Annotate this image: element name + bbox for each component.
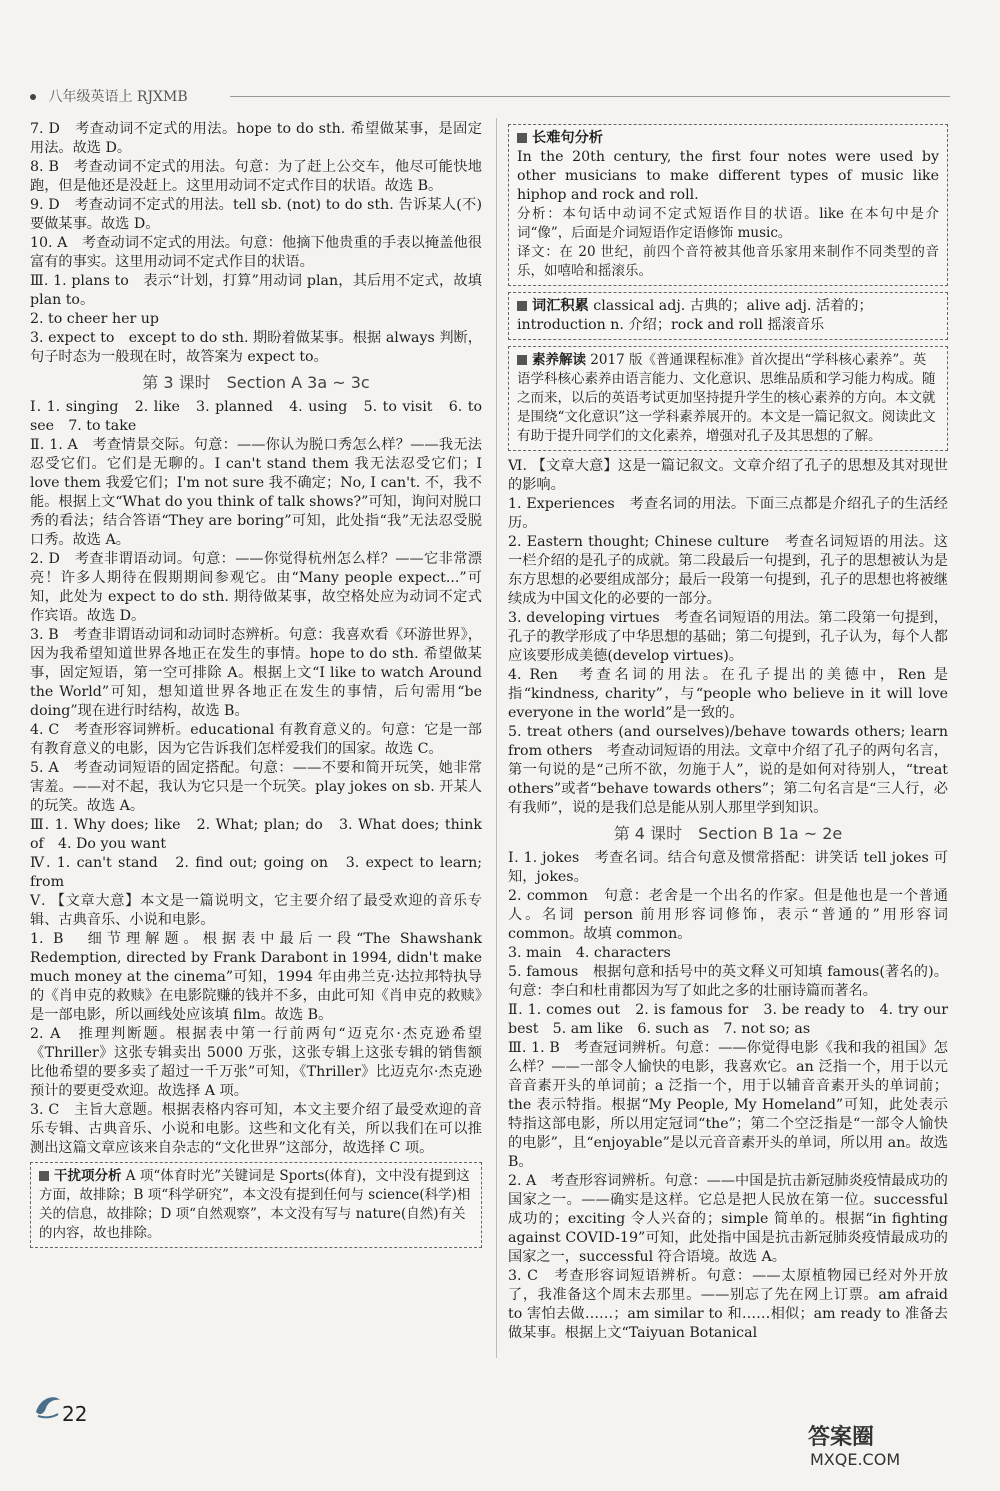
box-marker-icon [517,301,527,311]
vocabulary-box [508,292,948,340]
answer-item: 1. B 细节理解题。根据表中最后一段“The Shawshank Redemption, directed by Frank Darabont in 1994, didn't make much money at the cinema”可知，1994 年由弗兰克·达拉邦特执导的《肖申克的救赎》在电影院赚的钱并不多，由此可知《肖申克的救赎》是一部电影，所以画线处应该填 film。故选 B。 [30,931,482,1023]
answer-item: 2. D 考查非谓语动词。句意：——你觉得杭州怎么样？——它非常漂亮！许多人期待在假期期间参观它。由“Many people expect...”可知，此处为 expect to do sth. 期待做某事，故空格处应为动词不定式作宾语。故选 D。 [30,551,482,624]
answer-item: 8. B 考查动词不定式的用法。句意：为了赶上公交车，他尽可能快地跑，但是他还是没赶上。这里用动词不定式作目的状语。故选 B。 [30,159,482,194]
dolphin-logo-icon [32,1390,64,1422]
box-marker-icon [517,355,527,365]
answer-item: 5. famous 根据句意和括号中的英文释义可知填 famous(著名的)。句意：李白和杜甫都因为写了如此之多的壮丽诗篇而著名。 [508,964,948,999]
answer-item: 3. developing virtues 考查名词短语的用法。第二段第一句提到，孔子的教学形成了中华思想的基础；第二句提到，孔子认为，每个人都应该要形成美德(develop virtues)。 [508,610,948,664]
answer-item: 3. main 4. characters [508,945,671,961]
box-text: 2017 版《普通课程标准》首次提出“学科核心素养”。英语学科核心素养由语言能力、文化意识、思维品质和学习能力构成。随之而来，以后的英语考试更加坚持提升学生的核心素养的方向。本文就是围绕“文化意识”这一学科素养展开的。本文是一篇记叙文。阅读此文有助于提升同学们的文化素养，增强对孔子及其思想的了解。 [517,352,936,444]
answer-item: 2. common 句意：老舍是一个出名的作家。但是他也是一个普通人。名词 person 前用形容词修饰，表示“普通的”用形容词 common。故填 common。 [508,888,948,942]
answer-item: Ⅲ. 1. Why does; like 2. What; plan; do 3. What does; think of 4. Do you want [30,817,482,852]
answer-item: 3. C 考查形容词短语辨析。句意：——太原植物园已经对外开放了，我准备这个周末去那里。——别忘了先在网上订票。am afraid to 害怕去做……；am similar to 和……相似；am ready to 准备去做某事。根据上文“Taiyuan Botanical [508,1268,948,1341]
answer-item: 4. C 考查形容词辨析。educational 有教育意义的。句意：它是一部有教育意义的电影，因为它告诉我们怎样爱我们的国家。故选 C。 [30,722,482,757]
column-divider [496,118,497,1358]
answer-item: Ⅳ. 1. can't stand 2. find out; going on 3. expect to learn; from [30,855,482,890]
answer-item: Ⅵ. 【文章大意】这是一篇记叙文。文章介绍了孔子的思想及其对现世的影响。 [508,458,948,493]
long-sentence-box [508,124,948,286]
watermark-url: MXQE.COM [810,1450,901,1469]
answer-item: 5. treat others (and ourselves)/behave towards others; learn from others 考查动词短语的用法。文章中介绍了孔子的两句名言，第一句说的是“己所不欲，勿施于人”，说的是如何对待别人，“treat others”或者“behave towards others”；第二句名言是“三人行，必有我师”，说的是我们总是能从别人那里学到知识。 [508,724,948,816]
box-title: 干扰项分析 [54,1168,122,1184]
box-text: A 项“体育时光”关键词是 Sports(体育)，文中没有提到这方面，故排除；B 项“科学研究”，本文没有提到任何与 science(科学)相关的信息，故排除；D 项“自然观察”，本文没有写与 nature(自然)有关的内容，故也排除。 [39,1168,471,1241]
answer-item: 9. D 考查动词不定式的用法。tell sb. (not) to do sth. 告诉某人(不)要做某事。故选 D。 [30,197,482,232]
box-title: 长难句分析 [532,130,603,146]
watermark-logo: 答案圈 [808,1425,875,1450]
answer-item: Ⅴ. 【文章大意】本文是一篇说明文，它主要介绍了最受欢迎的音乐专辑、古典音乐、小说和电影。 [30,893,482,928]
page-number: 22 [62,1402,88,1426]
answer-item: 4. Ren 考查名词的用法。在孔子提出的美德中，Ren 是指“kindness, charity”，与“people who believe in it will love everyone in the world”是一致的。 [508,667,948,721]
page-header [30,86,950,106]
answer-item: 10. A 考查动词不定式的用法。句意：他摘下他贵重的手表以掩盖他很富有的事实。这里用动词不定式作目的状语。 [30,235,482,270]
box-marker-icon [39,1171,49,1181]
answer-item: 3. C 主旨大意题。根据表格内容可知，本文主要介绍了最受欢迎的音乐专辑、古典音乐、小说和电影。这些和文化有关，所以我们在可以推测出这篇文章应该来自杂志的“文化世界”这部分，故选择 C 项。 [30,1102,482,1156]
box-marker-icon [517,133,527,143]
answer-item: 3. expect to except to do sth. 期盼着做某事。根据 always 判断，句子时态为一般现在时，故答案为 expect to。 [30,330,482,365]
answer-item: Ⅲ. 1. plans to 表示“计划，打算”用动词 plan，其后用不定式，故填 plan to。 [30,273,482,308]
literacy-box [508,346,948,451]
answer-item: Ⅰ. 1. singing 2. like 3. planned 4. using 5. to visit 6. to see 7. to take [30,399,482,434]
box-title: 词汇积累 [532,298,589,314]
answer-item: 3. B 考查非谓语动词和动词时态辨析。句意：我喜欢看《环游世界》，因为我希望知道世界各地正在发生的事情。hope to do sth. 希望做某事，固定短语，第一空可排除 A。根据上文“I like to watch Around the World”可知，想知道世界各地正在发生的事情，后句需用“be doing”现在进行时结构，故选 B。 [30,627,482,719]
answer-item: 2. Eastern thought; Chinese culture 考查名词短语的用法。这一栏介绍的是孔子的成就。第二段最后一句提到，孔子的思想被认为是东方思想的必要组成部分；最后一段第一句提到，孔子的思想也将被继续成为中国文化的必要的一部分。 [508,534,948,607]
answer-item: 2. to cheer her up [30,311,160,327]
header-text: 八年级英语上 RJXMB [48,89,188,105]
answer-item: 2. A 考查形容词辨析。句意：——中国是抗击新冠肺炎疫情最成功的国家之一。——确实是这样。它总是把人民放在第一位。successful 成功的；exciting 令人兴奋的；simple 简单的。根据“in fighting against COVID-19”可知，此处指中国是抗击新冠肺炎疫情最成功的国家之一，successful 符合语境。故选 A。 [508,1173,948,1265]
answer-item: 5. A 考查动词短语的固定搭配。句意：——不要和简开玩笑，她非常害羞。——对不起，我认为它只是一个玩笑。play jokes on sb. 开某人的玩笑。故选 A。 [30,760,482,814]
answer-item: Ⅰ. 1. jokes 考查名词。结合句意及惯常搭配：讲笑话 tell jokes 可知，jokes。 [508,850,948,885]
answer-item: 7. D 考查动词不定式的用法。hope to do sth. 希望做某事，是固定用法。故选 D。 [30,121,482,156]
box-title: 素养解读 [532,352,586,368]
answer-item: Ⅱ. 1. A 考查情景交际。句意：——你认为脱口秀怎么样？——我无法忍受它们。它们是无聊的。I can't stand them 我无法忍受它们；I love them 我爱它们；I'm not sure 我不确定；No, I can't. 不，我不能。根据上文“What do you think of talk shows?”可知，询问对脱口秀的看法；结合答语“They are boring”可知，此处指“我”无法忍受脱口秀。故选 A。 [30,437,482,548]
answer-item: Ⅲ. 1. B 考查冠词辨析。句意：——你觉得电影《我和我的祖国》怎么样？——一部令人愉快的电影，我喜欢它。an 泛指一个，用于以元音音素开头的单词前；a 泛指一个，用于以辅音音素开头的单词前；the 表示特指。根据“My People, My Homeland”可知，此处表示特指这部电影，所以用定冠词“the”；第二个空泛指是“一部令人愉快的电影”，且“enjoyable”是以元音音素开头的单词，所以用 an。故选 B。 [508,1040,948,1170]
answer-item: Ⅱ. 1. comes out 2. is famous for 3. be ready to 4. try our best 5. am like 6. such as 7. not so; as [508,1002,948,1037]
left-column [30,120,482,1254]
right-column [508,120,948,1343]
distractor-analysis-box [30,1162,482,1248]
answer-item: 1. Experiences 考查名词的用法。下面三点都是介绍孔子的生活经历。 [508,496,948,531]
lesson-title: 第 4 课时 Section B 1a ~ 2e [613,824,843,843]
header-rule [230,96,950,97]
lesson-title: 第 3 课时 Section A 3a ~ 3c [142,373,370,392]
answer-item: 2. A 推理判断题。根据表中第一行前两句“迈克尔·杰克逊希望《Thriller》这张专辑卖出 5000 万张，这张专辑上这张专辑的销售额比他希望的要多卖了超过一千万张”可知，《Thriller》比迈克尔·杰克逊预计的要更受欢迎。故选择 A 项。 [30,1026,482,1099]
bullet-icon [30,94,36,100]
analysis-text: 分析：本句话中动词不定式短语作目的状语。like 在本句中是介词“像”，后面是介词短语作定语修饰 music。 [517,206,939,241]
translation-text: 译文：在 20 世纪，前四个音符被其他音乐家用来制作不同类型的音乐，如嘻哈和摇滚乐。 [517,244,939,279]
box-text: classical adj. 古典的；alive adj. 活着的；introduction n. 介绍；rock and roll 摇滚音乐 [517,298,873,333]
example-sentence: In the 20th century, the first four notes were used by other musicians to make different types of music like hiphop and rock and roll. [517,149,939,203]
